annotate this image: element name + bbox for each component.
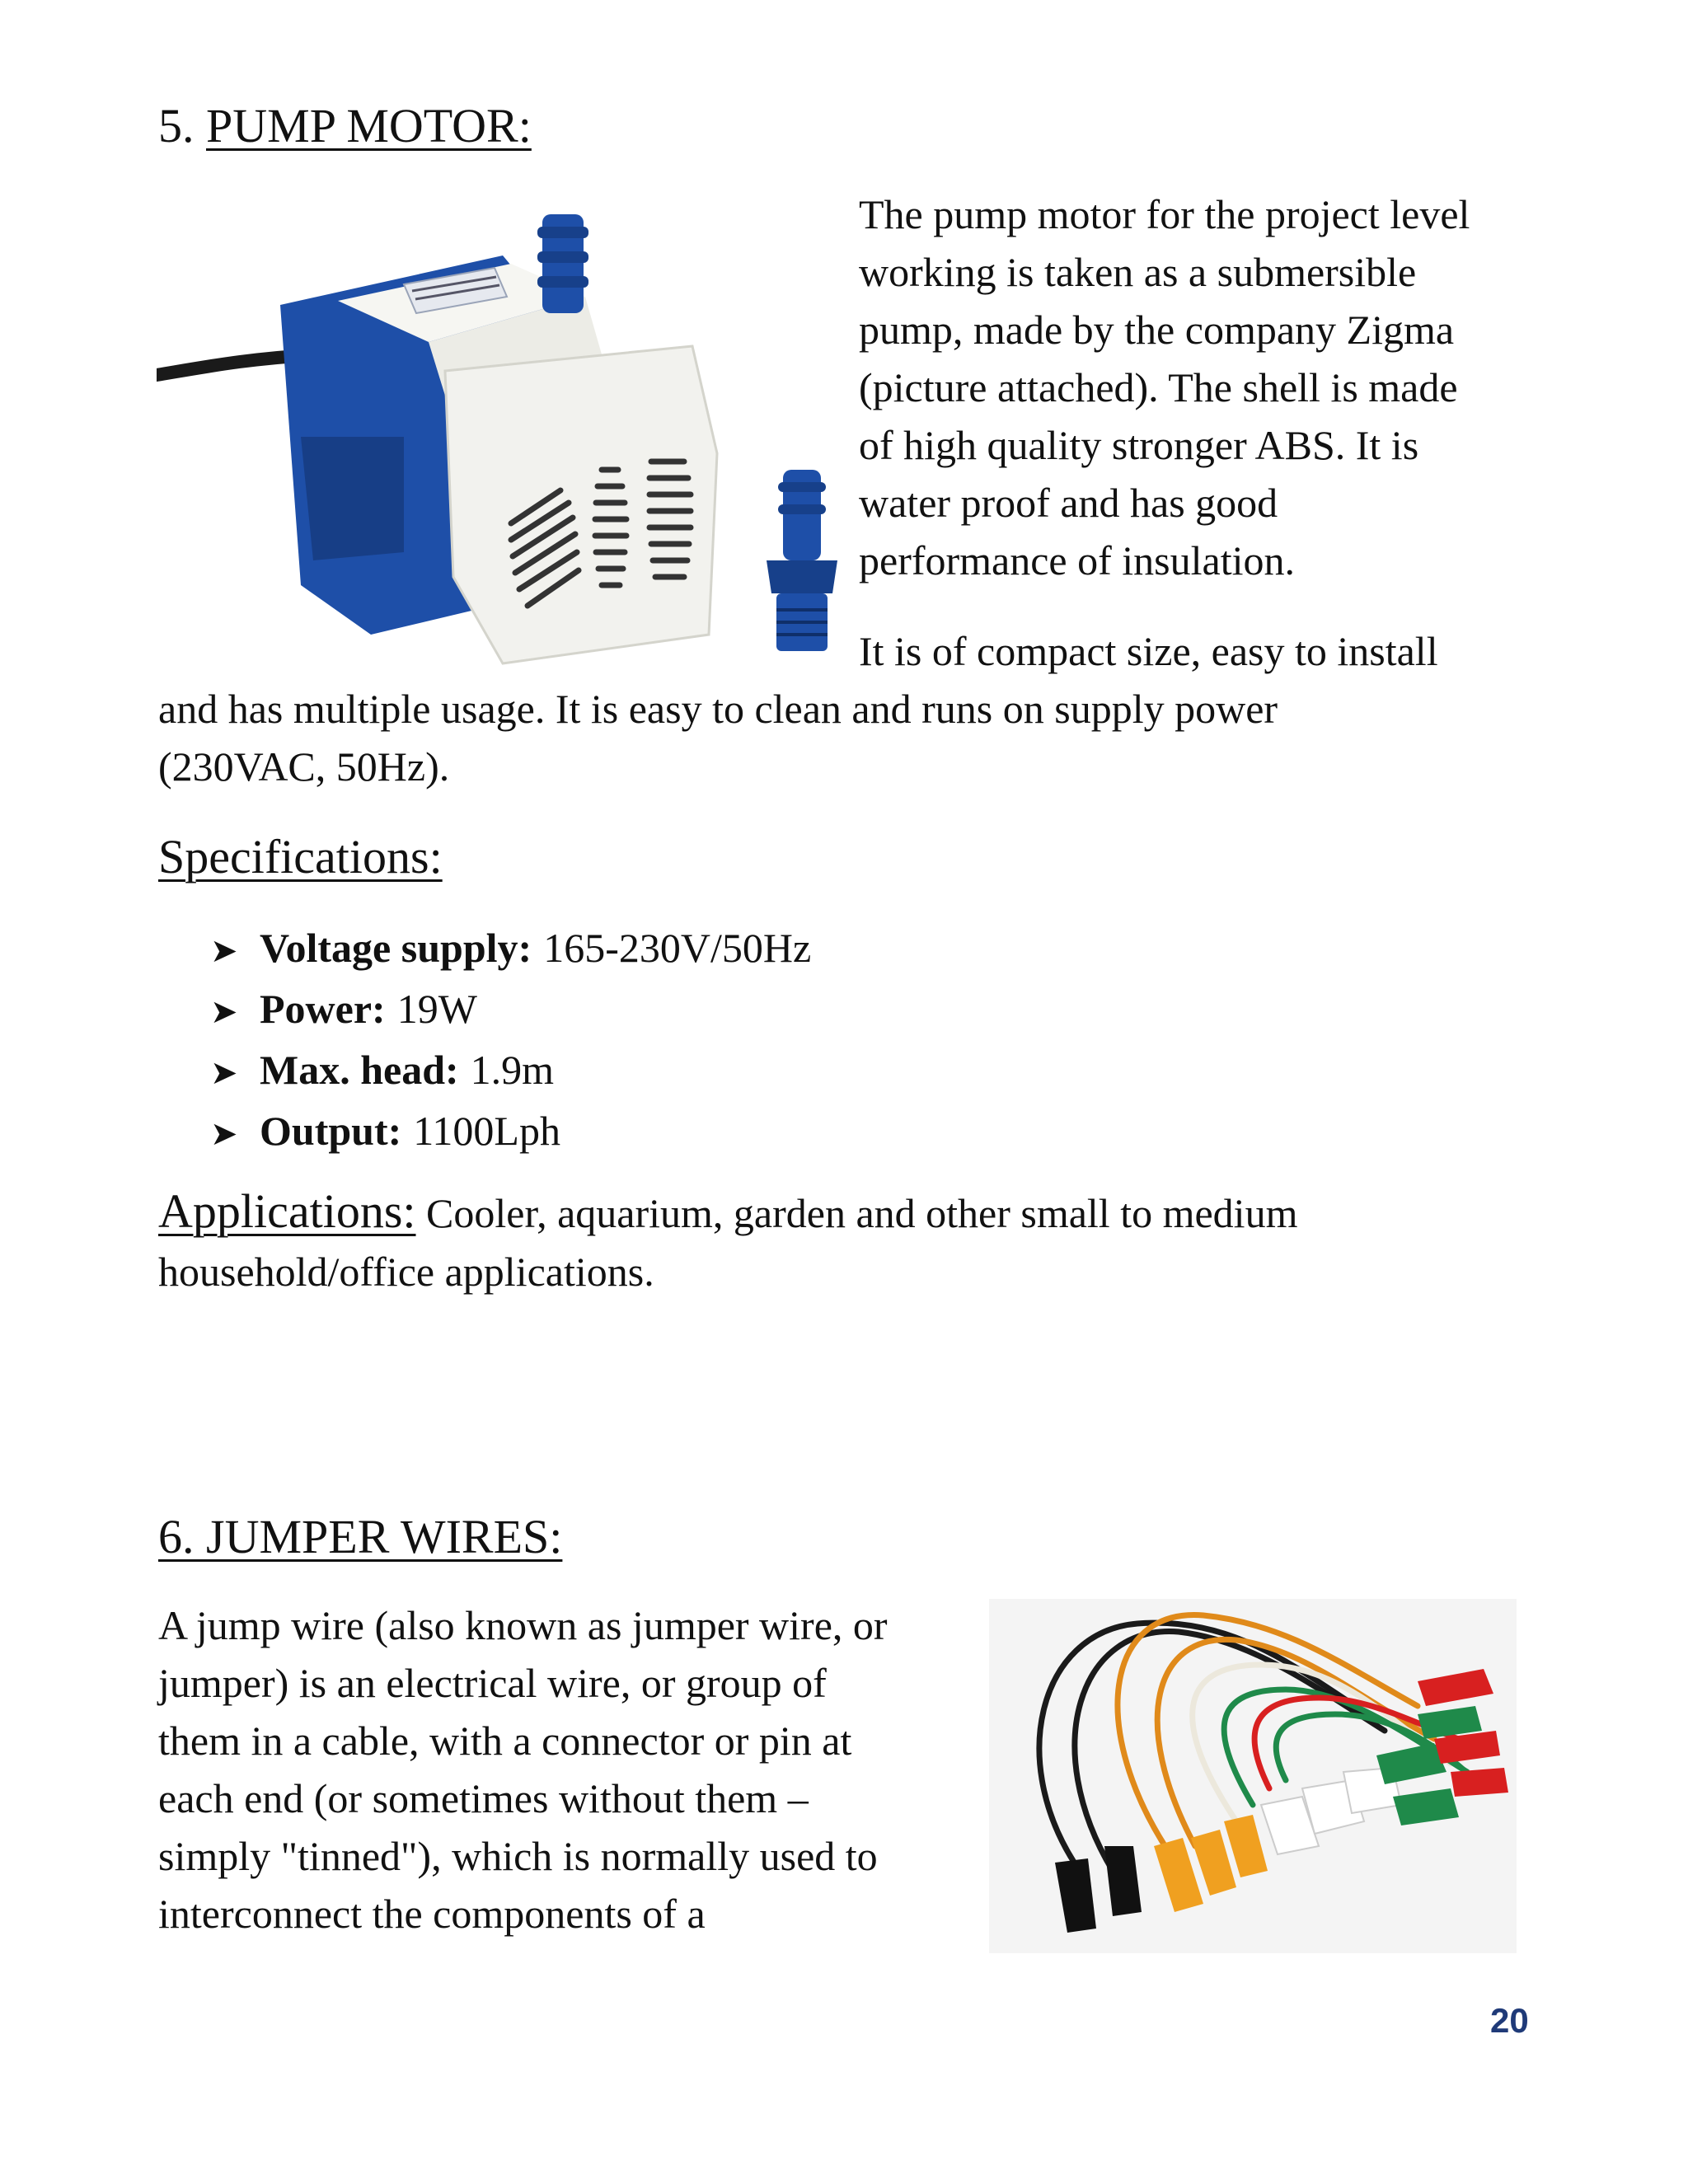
- arrow-bullet-icon: ➤: [210, 1054, 238, 1092]
- jumper-wires-image: [989, 1599, 1517, 1953]
- jumper-para-line: jumper) is an electrical wire, or group of: [158, 1660, 827, 1706]
- jumper-para-line: simply "tinned"), which is normally used to: [158, 1833, 878, 1879]
- spec-value: 165-230V/50Hz: [543, 925, 812, 971]
- jumper-wires-paragraph: [158, 1596, 888, 1943]
- arrow-bullet-icon: ➤: [210, 932, 238, 970]
- pump-para2-rest: [158, 680, 1278, 795]
- pump-para2-first-line: It is of compact size, easy to install: [859, 628, 1438, 674]
- pump-description-paragraph: [859, 185, 1470, 589]
- spec-value: 1100Lph: [413, 1108, 560, 1154]
- applications-line-2: household/office applications.: [158, 1249, 654, 1295]
- spec-item: [210, 1041, 811, 1102]
- jumper-para-line: them in a cable, with a connector or pin at: [158, 1718, 852, 1764]
- pump-para2-line: (230VAC, 50Hz).: [158, 743, 450, 790]
- spec-label: Voltage supply:: [260, 925, 532, 971]
- section-6-heading: 6. JUMPER WIRES:: [158, 1510, 563, 1563]
- pump-para-line: The pump motor for the project level: [859, 191, 1470, 237]
- pump-para2-line: and has multiple usage. It is easy to clean and runs on supply power: [158, 686, 1278, 732]
- arrow-bullet-icon: ➤: [210, 993, 238, 1031]
- section-5-heading: [158, 97, 532, 155]
- pump-para-line: of high quality stronger ABS. It is: [859, 422, 1419, 468]
- page-number: 20: [1490, 2001, 1529, 2040]
- spec-value: 1.9m: [470, 1047, 555, 1093]
- submersible-pump-image: [157, 206, 841, 668]
- jumper-para-line: A jump wire (also known as jumper wire, or: [158, 1602, 888, 1648]
- spec-value: 19W: [396, 986, 477, 1032]
- pump-para-line: (picture attached). The shell is made: [859, 364, 1458, 410]
- section-5-number: 5.: [158, 99, 195, 152]
- pump-para-line: working is taken as a submersible: [859, 249, 1417, 295]
- applications-heading: Applications:: [158, 1184, 416, 1238]
- spec-item: [210, 919, 811, 980]
- section-5-title: PUMP MOTOR:: [206, 99, 532, 152]
- spec-label: Max. head:: [260, 1047, 459, 1093]
- pump-para-line: water proof and has good: [859, 480, 1278, 526]
- applications-paragraph: [158, 1183, 1297, 1242]
- applications-text: Cooler, aquarium, garden and other small to medium: [426, 1190, 1298, 1236]
- pump-para-line: performance of insulation.: [859, 537, 1295, 583]
- specifications-heading: Specifications:: [158, 830, 443, 883]
- arrow-bullet-icon: ➤: [210, 1115, 238, 1153]
- spec-item: [210, 980, 811, 1041]
- spec-item: [210, 1102, 811, 1163]
- jumper-para-line: interconnect the components of a: [158, 1891, 706, 1937]
- specifications-list: [210, 919, 811, 1163]
- spec-label: Output:: [260, 1108, 402, 1154]
- jumper-para-line: each end (or sometimes without them –: [158, 1775, 809, 1821]
- spec-label: Power:: [260, 986, 386, 1032]
- pump-para-line: pump, made by the company Zigma: [859, 307, 1455, 353]
